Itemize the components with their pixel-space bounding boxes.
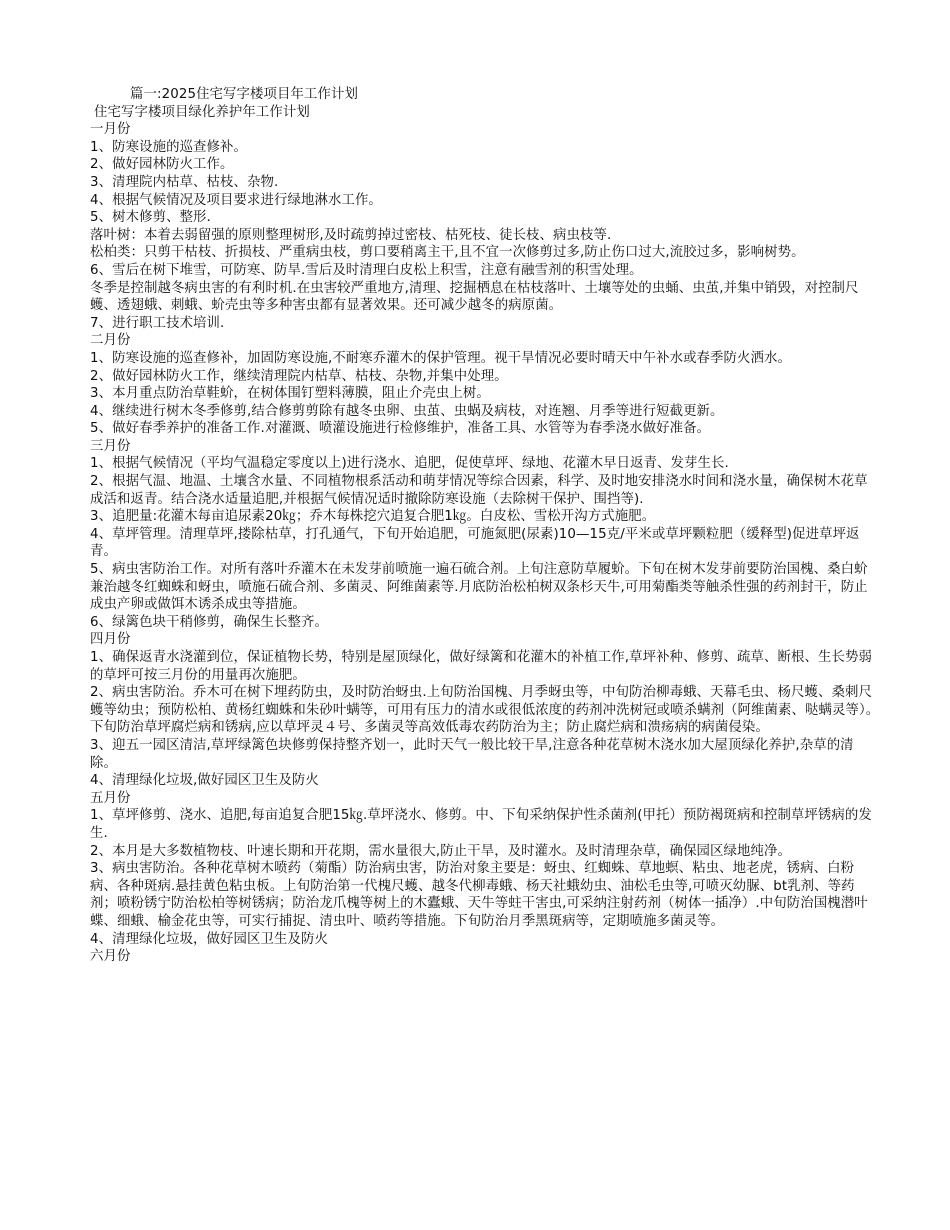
paragraph: 4、继续进行树木冬季修剪,结合修剪剪除有越冬虫卵、虫茧、虫蜗及病枝，对连翘、月季等进行短截更新。	[90, 403, 724, 419]
paragraph: 2、本月是大多数植物枝、叶速长期和开花期，需水量很大,防止干旱，及时灌水。及时清理杂草，确保园区绿地纯净。	[90, 843, 791, 859]
month-sections	[90, 121, 880, 966]
month-section	[90, 438, 880, 632]
paragraph: 3、追肥量:花灌木每亩追尿素20㎏；乔木每株挖穴追复合肥1㎏。白皮松、雪松开沟方式施肥。	[90, 509, 656, 525]
month-section	[90, 332, 880, 438]
paragraph: 2、做好园林防火工作。	[90, 157, 234, 173]
month-section	[90, 790, 880, 948]
paragraph: 1、防寒设施的巡查修补。	[90, 139, 248, 155]
document-title: 篇一:2025住宅写字楼项目年工作计划	[130, 87, 358, 102]
paragraph: 2、根据气温、地温、土壤含水量、不同植物根系活动和萌芽情况等综合因素，科学、及时地安排浇水时间和浇水量，确保树木花草成活和返青。结合浇水适量追肥,并根据气候情况适时撤除防寒设施（去除树干保护、围挡等).	[90, 474, 868, 507]
month-section	[90, 948, 880, 966]
month-section	[90, 121, 880, 332]
month-heading: 六月份	[90, 949, 131, 965]
paragraph: 冬季是控制越冬病虫害的有利时机.在虫害较严重地方,清理、挖掘栖息在枯枝落叶、土壤等处的虫蛹、虫茧,并集中销毁，对控制尺蠖、透翅蛾、刺蛾、蚧壳虫等多种害虫都有显著效果。还可减少越冬的病原菌。	[90, 280, 859, 314]
paragraph: 4、清理绿化垃圾，做好园区卫生及防火	[90, 931, 328, 947]
paragraph: 松柏类：只剪干枯枝、折损枝、严重病虫枝，剪口要稍离主干,且不宜一次修剪过多,防止伤口过大,流胶过多，影响树势。	[90, 245, 805, 261]
document-body	[90, 86, 880, 966]
month-heading: 五月份	[90, 790, 131, 806]
paragraph: 4、草坪管理。清理草坪,搂除枯草，打孔通气，下旬开始追肥，可施氮肥(尿素)10—15克/平米或草坪颗粒肥（缓释型)促进草坪返青。	[90, 526, 860, 560]
paragraph: 4、根据气候情况及项目要求进行绿地淋水工作。	[90, 192, 382, 208]
paragraph: 1、确保返青水浇灌到位，保证植物长势，特别是屋顶绿化，做好绿篱和花灌木的补植工作,草坪补种、修剪、疏草、断根、生长势弱的草坪可按三月份的用量再次施肥。	[90, 650, 872, 683]
paragraph: 2、病虫害防治。乔木可在树下埋药防虫，及时防治蚜虫.上旬防治国槐、月季蚜虫等，中旬防治柳毒蛾、天幕毛虫、杨尺蠖、桑刺尺蠖等幼虫；预防松柏、黄杨红蜘蛛和朱砂叶螨等，可用有压力的清水或很低浓度的药剂冲洗树冠或喷杀螨剂（阿维菌素、哒螨灵等）。下旬防治草坪腐烂病和锈病,应以草坪灵４号、多菌灵等高效低毒农药防治为主；防止腐烂病和溃疡病的病菌侵染。	[90, 685, 880, 736]
paragraph: 3、迎五一园区清洁,草坪绿篱色块修剪保持整齐划一，此时天气一般比较干旱,注意各种花草树木浇水加大屋顶绿化养护,杂草的清除。	[90, 737, 854, 771]
month-heading: 一月份	[90, 122, 131, 138]
paragraph: 1、根据气候情况（平均气温稳定零度以上)进行浇水、追肥，促使草坪、绿地、花灌木早日返青、发芽生长.	[90, 456, 729, 472]
paragraph: 5、病虫害防治工作。对所有落叶乔灌木在未发芽前喷施一遍石硫合剂。上旬注意防草履蚧。下旬在树木发芽前要防治国槐、桑白蚧兼治越冬红蜘蛛和蚜虫，喷施石硫合剂、多菌灵、阿维菌素等.月底防治松柏树双条杉天牛,可用菊酯类等触杀性强的药剂封干，防止成虫产卵或做饵木诱杀成虫等措施。	[90, 562, 868, 613]
paragraph: 5、树木修剪、整形.	[90, 210, 211, 226]
paragraph: 6、雪后在树下堆雪，可防寒、防旱.雪后及时清理白皮松上积雪，注意有融雪剂的积雪处理。	[90, 262, 643, 278]
paragraph: 2、做好园林防火工作，继续清理院内枯草、枯枝、杂物,并集中处理。	[90, 368, 508, 384]
paragraph: 6、绿篱色块干稍修剪，确保生长整齐。	[90, 614, 328, 630]
paragraph: 落叶树：本着去弱留强的原则整理树形,及时疏剪掉过密枝、枯死枝、徒长枝、病虫枝等.	[90, 227, 612, 243]
paragraph: 1、草坪修剪、浇水、追肥,每亩追复合肥15㎏.草坪浇水、修剪。中、下旬采纳保护性杀菌剂(甲托）预防褐斑病和控制草坪锈病的发生.	[90, 808, 872, 841]
paragraph: 3、清理院内枯草、枯枝、杂物.	[90, 174, 279, 190]
paragraph: 4、清理绿化垃圾,做好园区卫生及防火	[90, 773, 319, 789]
paragraph: 5、做好春季养护的准备工作.对灌溉、喷灌设施进行检修维护，准备工具、水管等为春季浇水做好准备。	[90, 421, 711, 437]
month-heading: 二月份	[90, 333, 131, 349]
month-section	[90, 631, 880, 789]
paragraph: 1、防寒设施的巡查修补，加固防寒设施,不耐寒乔灌木的保护管理。视干旱情况必要时晴天中午补水或春季防火洒水。	[90, 350, 791, 366]
paragraph: 3、本月重点防治草鞋蚧，在树体围钉塑料薄膜，阻止介壳虫上树。	[90, 386, 490, 402]
month-heading: 三月份	[90, 438, 131, 454]
document-subtitle: 住宅写字楼项目绿化养护年工作计划	[94, 104, 310, 120]
month-heading: 四月份	[90, 632, 131, 648]
paragraph: 3、病虫害防治。各种花草树木喷药（菊酯）防治病虫害，防治对象主要是：蚜虫、红蜘蛛、草地螟、粘虫、地老虎，锈病、白粉病、各种斑病.悬挂黄色粘虫板。上旬防治第一代槐尺蠖、越冬代柳毒蛾、杨天社蛾幼虫、油松毛虫等,可喷灭幼脲、bt乳剂、等药剂；喷粉锈宁防治松柏等树锈病；防治龙爪槐等树上的木蠹蛾、天牛等蛀干害虫,可采纳注射药剂（树体一插净）.中旬防治国槐潜叶蝶、细蛾、榆金花虫等，可实行捕捉、清虫叶、喷药等措施。下旬防治月季黑斑病等，定期喷施多菌灵等。	[90, 861, 868, 929]
paragraph: 7、进行职工技术培训.	[90, 315, 225, 331]
